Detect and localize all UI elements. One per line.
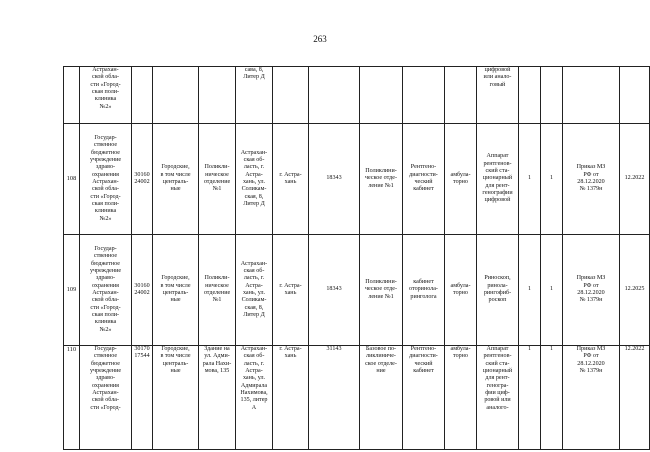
equipment-table (63, 66, 650, 450)
cell-quantity-planned (541, 67, 563, 124)
cell-text: Приказ МЗ РФ от 28.12.2020 № 1379н (576, 164, 606, 193)
cell-row-number (64, 235, 80, 346)
cell-text: Астрахан- ской обла- сти «Город- ская поли- клиника №2» (90, 67, 121, 110)
cell-regulation (563, 67, 620, 124)
cell-care-condition (445, 346, 477, 450)
cell-text: Городские, в том числе централь- ные (160, 275, 191, 304)
cell-text: Астрахан- ская об- ласть, г. Астра- хань, ул. Соликам- ская, 8, Литер Д (240, 149, 268, 207)
cell-text: 30160 24002 (134, 282, 150, 296)
cell-text: 31143 (326, 346, 342, 352)
table-row (64, 67, 650, 124)
cell-locality-type (153, 124, 199, 235)
cell-text: Поликлини- ческое отде- ление №1 (364, 279, 397, 300)
table-row (64, 124, 650, 235)
cell-institution-code (132, 346, 153, 450)
cell-settlement (273, 346, 309, 450)
cell-text: Поликлини- ческое отде- ление №1 (364, 168, 397, 189)
cell-text: Астрахан- ская об- ласть, г. Астра- хань, ул. Адмирала Нахимова, 135, литер А (240, 346, 268, 411)
cell-text: Аппарат рентгенов- ский ста- ционарный для рент- геногра- фии циф- ровой или аналого- (482, 346, 513, 411)
cell-text: 109 (66, 286, 77, 294)
cell-address (236, 67, 273, 124)
cell-locality-type (153, 346, 199, 450)
cell-text: амбула- торно (450, 346, 471, 360)
cell-text: Государ- ственное бюджетное учреждение здраво- охранения Астрахан- ской обла- сти «Город- (89, 346, 122, 411)
cell-institution-code (132, 124, 153, 235)
cell-text: 30160 24002 (134, 171, 150, 185)
cell-text: 110 (66, 346, 77, 353)
cell-settlement (273, 67, 309, 124)
cell-text: 1 (527, 286, 532, 293)
cell-text: Приказ МЗ РФ от 28.12.2020 № 1379н (576, 275, 606, 304)
cell-text: 1 (549, 346, 554, 352)
cell-quantity-current (519, 124, 541, 235)
cell-text: г. Астра- хань (279, 171, 302, 185)
cell-institution-code (132, 235, 153, 346)
cell-quantity-planned (541, 124, 563, 235)
cell-care-condition (445, 124, 477, 235)
cell-subdivision (199, 67, 236, 124)
cell-locality-type (153, 67, 199, 124)
cell-text: 108 (66, 175, 77, 183)
cell-text: кабинет оторинола- ринголога (409, 279, 438, 300)
cell-regulation (563, 124, 620, 235)
cell-due-date (620, 346, 650, 450)
cell-text: Астрахан- ская об- ласть, г. Астра- хань, ул. Соликам- ская, 8, Литер Д (240, 260, 268, 318)
cell-department (360, 124, 403, 235)
cell-room (403, 235, 445, 346)
cell-address (236, 346, 273, 450)
cell-oktmo-code (309, 235, 360, 346)
cell-care-condition (445, 67, 477, 124)
cell-due-date (620, 67, 650, 124)
cell-address (236, 124, 273, 235)
cell-oktmo-code (309, 67, 360, 124)
cell-institution-name (80, 67, 132, 124)
cell-due-date (620, 235, 650, 346)
cell-equipment (477, 124, 519, 235)
cell-settlement (273, 124, 309, 235)
cell-text: Поликли- ническое отделение №1 (203, 164, 231, 193)
cell-text: 18343 (326, 286, 342, 293)
table-body (64, 67, 650, 450)
cell-institution-name (80, 124, 132, 235)
cell-text: 12.2025 (624, 286, 645, 293)
cell-room (403, 124, 445, 235)
cell-locality-type (153, 235, 199, 346)
cell-room (403, 346, 445, 450)
cell-text: Рентгено- диагности- ческий кабинет (409, 164, 438, 193)
cell-text: Государ- ственное бюджетное учреждение здраво- охранения Астрахан- ской обла- сти «Город- ская поли- клиника №2» (89, 246, 122, 333)
cell-text: 30170 17544 (134, 346, 150, 360)
cell-text: Городские, в том числе централь- ные (160, 346, 191, 374)
cell-text: Рентгено- диагности- ческий кабинет (409, 346, 438, 374)
cell-text: 12.2022 (624, 175, 645, 182)
cell-settlement (273, 235, 309, 346)
cell-equipment (477, 67, 519, 124)
cell-text: г. Астра- хань (279, 282, 302, 296)
cell-text: амбула- торно (450, 171, 471, 185)
cell-text: 1 (527, 175, 532, 182)
cell-subdivision (199, 124, 236, 235)
table-row (64, 346, 650, 450)
cell-text: Здание на ул. Адми- рала Нахи- мова, 135 (202, 346, 232, 374)
cell-text: 1 (527, 346, 532, 352)
cell-address (236, 235, 273, 346)
cell-quantity-current (519, 346, 541, 450)
cell-department (360, 346, 403, 450)
cell-text: Риноскоп, ринола- рингофиб- роскоп (483, 275, 512, 304)
cell-row-number (64, 124, 80, 235)
cell-institution-name (80, 235, 132, 346)
cell-care-condition (445, 235, 477, 346)
cell-row-number (64, 346, 80, 450)
cell-text: 12.2022 (624, 346, 645, 352)
cell-department (360, 67, 403, 124)
cell-quantity-planned (541, 346, 563, 450)
cell-room (403, 67, 445, 124)
cell-text: Государ- ственное бюджетное учреждение здраво- охранения Астрахан- ской обла- сти «Город- ская поли- клиника №2» (89, 135, 122, 222)
cell-subdivision (199, 346, 236, 450)
cell-text: 1 (549, 286, 554, 293)
cell-text: г. Астра- хань (279, 346, 302, 360)
cell-due-date (620, 124, 650, 235)
cell-text: цифровой или анало- говый (483, 67, 512, 88)
cell-text: Городские, в том числе централь- ные (160, 164, 191, 193)
cell-regulation (563, 235, 620, 346)
cell-institution-code (132, 67, 153, 124)
cell-text: 1 (549, 175, 554, 182)
cell-regulation (563, 346, 620, 450)
cell-subdivision (199, 235, 236, 346)
cell-text: Аппарат рентгенов- ский ста- ционарный для рент- генографии цифровой (482, 153, 513, 204)
table-container (63, 66, 645, 452)
cell-text: Базовое по- ликлиниче- ское отделе- ние (365, 346, 397, 374)
cell-oktmo-code (309, 124, 360, 235)
cell-quantity-current (519, 67, 541, 124)
cell-equipment (477, 235, 519, 346)
table-row (64, 235, 650, 346)
cell-text: сава, 8, Литер Д (243, 67, 265, 81)
cell-department (360, 235, 403, 346)
cell-institution-name (80, 346, 132, 450)
cell-text: 18343 (326, 175, 342, 182)
cell-oktmo-code (309, 346, 360, 450)
cell-equipment (477, 346, 519, 450)
page-number: 263 (313, 34, 327, 44)
cell-quantity-planned (541, 235, 563, 346)
cell-text: Приказ МЗ РФ от 28.12.2020 № 1379н (576, 346, 606, 374)
cell-quantity-current (519, 235, 541, 346)
cell-text: амбула- торно (450, 282, 471, 296)
cell-row-number (64, 67, 80, 124)
cell-text: Поликли- ническое отделение №1 (203, 275, 231, 304)
